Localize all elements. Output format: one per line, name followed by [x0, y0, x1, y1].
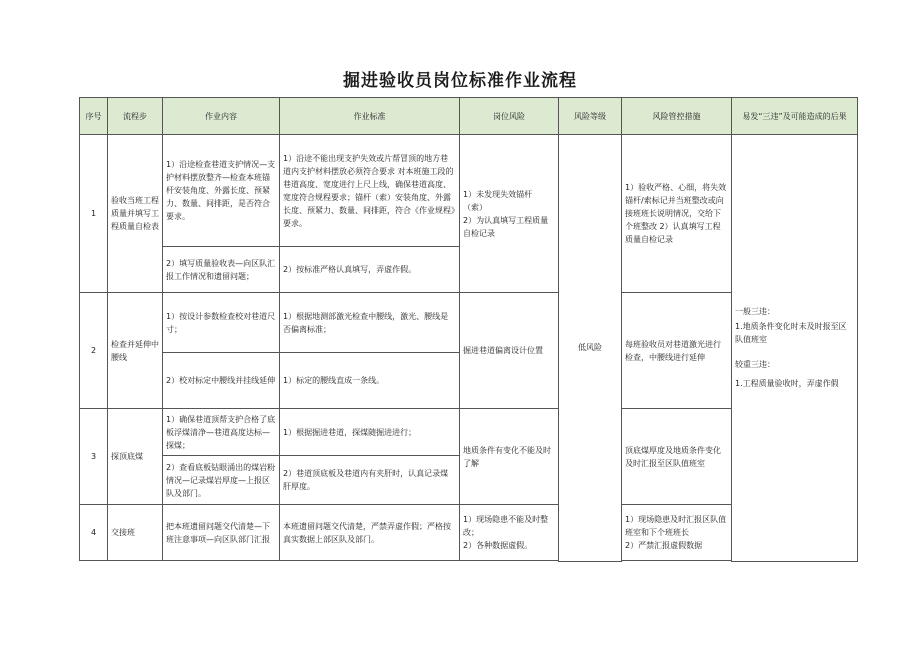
row-step: 探顶底煤 [108, 409, 163, 505]
row-no: 2 [80, 293, 108, 409]
row-content: 2）填写质量验收表—向区队汇报工作情况和遗留问题； [163, 247, 280, 293]
header-risk: 岗位风险 [460, 98, 559, 135]
violations-cell [732, 135, 858, 562]
header-standard: 作业标准 [280, 98, 460, 135]
row-risk: 1）现场隐患不能及时整改； 2）各种数据虚假。 [460, 505, 559, 561]
row-risk: 地质条件有变化不能及时了解 [460, 409, 559, 505]
process-table [79, 97, 858, 562]
header-violations: 易发“三违”及可能造成的后果 [732, 98, 858, 135]
violations-serious-item: 1.工程质量验收时，弄虚作假 [735, 379, 839, 389]
row-step: 交接班 [108, 505, 163, 561]
row-risk: 掘进巷道偏离设计位置 [460, 293, 559, 409]
row-control: 1）验收严格、心细，将失效锚杆/索标记并当班整改或向接班班长说明情况，交给下个班整改 2）认真填写工程质量自检记录 [622, 135, 732, 293]
violations-general-item: 1.地质条件变化时未及时报至区队值班室 [735, 322, 847, 345]
row-standard: 2）巷道顶底板及巷道内有夹肝时，认真记录煤肝厚度。 [280, 456, 460, 505]
row-step: 验收当班工程质量并填写工程质量自检表 [108, 135, 163, 293]
row-standard: 1）根据地测部激光检查中腰线，激光、腰线是否偏离标准； [280, 293, 460, 353]
risk-level: 低风险 [559, 135, 622, 562]
header-no: 序号 [80, 98, 108, 135]
header-content: 作业内容 [163, 98, 280, 135]
row-content: 1）确保巷道顶帮支护合格了底板浮煤清净—巷道高度达标—探煤； [163, 409, 280, 456]
row-control: 顶底煤厚度及地质条件变化及时汇报至区队值班室 [622, 409, 732, 505]
table-row [80, 135, 858, 247]
row-no: 4 [80, 505, 108, 561]
row-content: 2）校对标定中腰线并挂线延伸 [163, 353, 280, 409]
row-content: 1）沿途检查巷道支护情况—支护材料摆放整齐—检查本班锚杆安装角度、外露长度、预紧力、数量、间排距，是否符合要求。 [163, 135, 280, 247]
row-control: 1）现场隐患及时汇报区队值班室和下个班班长 2）严禁汇报虚假数据 [622, 505, 732, 561]
header-step: 流程步 [108, 98, 163, 135]
header-control: 风险管控措施 [622, 98, 732, 135]
header-risk-level: 风险等级 [559, 98, 622, 135]
row-content: 把本班遗留问题交代清楚—下班注意事项—向区队部门汇报 [163, 505, 280, 561]
row-standard: 1）标定的腰线直成一条线。 [280, 353, 460, 409]
row-standard: 本班遗留问题交代清楚，严禁弄虚作假；严格按真实数据上部区队及部门。 [280, 505, 460, 561]
row-risk: 1）未发现失效锚杆（索） 2）为认真填写工程质量自检记录 [460, 135, 559, 293]
row-content: 1）按设计参数检查校对巷道尺寸； [163, 293, 280, 353]
violations-serious-label: 较重三违： [735, 360, 775, 370]
row-standard: 1）沿途不能出现支护失效或片帮冒顶的地方巷道内支护材料摆放必须符合要求 对本班施工段的巷道高度、宽度进行上尺上线，确保巷道高度、宽度符合规程要求；锚杆（索）安装角度、外露长度、预紧力、数量、间排距，符合《作业规程》要求。 [280, 135, 460, 247]
row-no: 3 [80, 409, 108, 505]
row-no: 1 [80, 135, 108, 293]
row-standard: 2）按标准严格认真填写，弄虚作假。 [280, 247, 460, 293]
header-row [80, 98, 858, 135]
row-standard: 1）根据掘进巷道，探煤随掘进进行； [280, 409, 460, 456]
violations-general-label: 一般三违： [735, 307, 775, 317]
page-title: 掘进验收员岗位标准作业流程 [343, 71, 577, 91]
row-step: 检查并延伸中腰线 [108, 293, 163, 409]
row-control: 每班验收员对巷道激光进行检查，中腰线进行延伸 [622, 293, 732, 409]
row-content: 2）查看底板钻眼涌出的煤岩粉情况—记录煤岩厚度—上报区队及部门。 [163, 456, 280, 505]
